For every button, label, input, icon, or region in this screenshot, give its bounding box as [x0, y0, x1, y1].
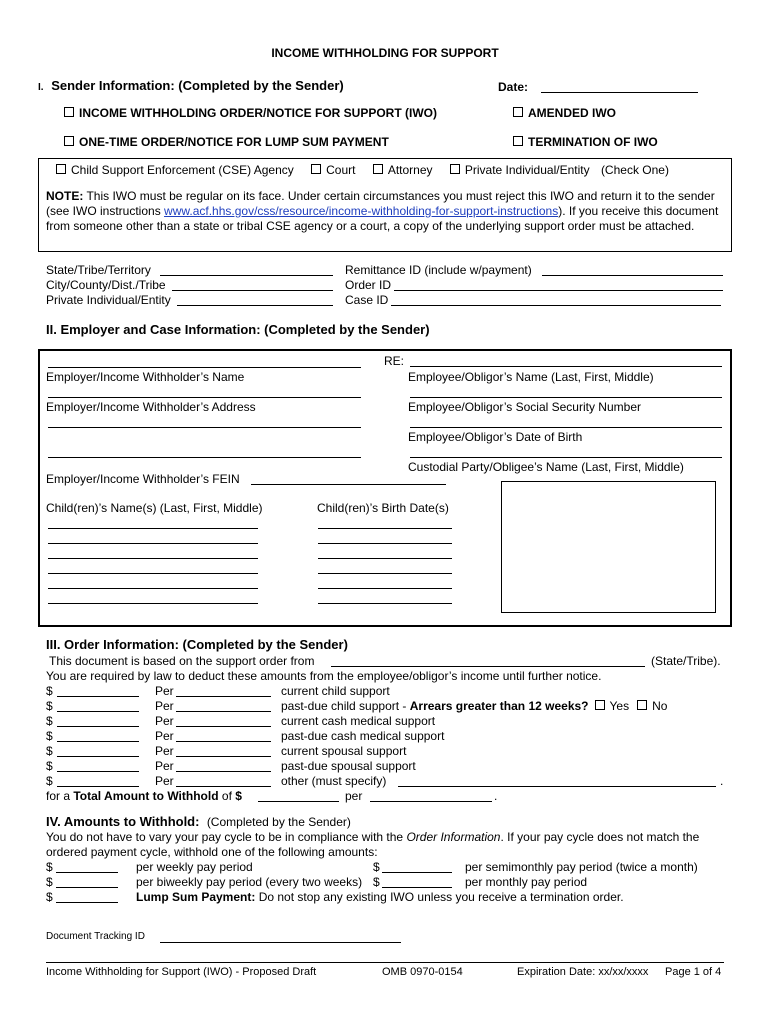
children-names-label: Child(ren)’s Name(s) (Last, First, Middle)	[46, 501, 263, 515]
section4-heading: IV. Amounts to Withhold: (Completed by the Sender)	[46, 814, 351, 829]
per-period-field[interactable]	[176, 741, 271, 742]
employer-address-line2[interactable]	[48, 427, 361, 428]
per-period-field[interactable]	[176, 756, 271, 757]
checkbox-icon[interactable]	[450, 164, 460, 174]
order-state-field[interactable]	[331, 666, 645, 667]
employer-address-label: Employer/Income Withholder’s Address	[46, 400, 256, 414]
note-paragraph: NOTE: This IWO must be regular on its face. Under certain circumstances you must reject this IWO and return it to the sender (see IWO instructions www.acf.hhs.gov/css/resource/income-withholding-for-support-instructions). If you receive this document from someone other than a state or tribal CSE agency or a court, a copy of the underlying support order must be attached.	[46, 189, 719, 233]
case-id-field[interactable]	[391, 305, 721, 306]
checkbox-icon[interactable]	[311, 164, 321, 174]
per-period-field[interactable]	[176, 726, 271, 727]
per-label: Per	[155, 759, 174, 773]
amount-field[interactable]	[57, 711, 139, 712]
obligor-name-label: Employee/Obligor’s Name (Last, First, Middle)	[408, 370, 654, 384]
per-period-field[interactable]	[176, 771, 271, 772]
child-name-field[interactable]	[48, 528, 258, 529]
instructions-link[interactable]: www.acf.hhs.gov/css/resource/income-withholding-for-support-instructions	[164, 204, 559, 218]
sender-type-attorney[interactable]: Attorney	[373, 163, 433, 177]
employer-fein-label: Employer/Income Withholder’s FEIN	[46, 472, 240, 486]
amount-field[interactable]	[57, 756, 139, 757]
sender-type-row	[56, 163, 669, 177]
county-label: City/County/Dist./Tribe	[46, 278, 166, 292]
amount-item-label: current spousal support	[281, 744, 407, 758]
date-field[interactable]	[541, 92, 698, 93]
amount-field[interactable]	[57, 771, 139, 772]
amount-dollar: $	[46, 684, 53, 698]
child-dob-field[interactable]	[318, 558, 452, 559]
obligor-dob-label: Employee/Obligor’s Date of Birth	[408, 430, 583, 444]
section3-heading: III. Order Information: (Completed by the Sender)	[46, 637, 348, 652]
amount-field[interactable]	[57, 786, 139, 787]
per-label: Per	[155, 774, 174, 788]
address-window-box	[501, 481, 716, 613]
option-iwo[interactable]: INCOME WITHHOLDING ORDER/NOTICE FOR SUPPORT (IWO)	[64, 106, 437, 120]
total-label: Total Amount to Withhold	[73, 789, 219, 803]
total-per-label: per	[345, 789, 363, 803]
check-one-hint: (Check One)	[600, 163, 669, 177]
per-period-field[interactable]	[176, 786, 271, 787]
child-dob-field[interactable]	[318, 603, 452, 604]
amount-item-label: current cash medical support	[281, 714, 436, 728]
remittance-field[interactable]	[542, 275, 723, 276]
arrears-question: Arrears greater than 12 weeks?	[409, 699, 589, 713]
employer-address-line3[interactable]	[48, 457, 361, 458]
custodial-field[interactable]	[410, 457, 722, 458]
custodial-label: Custodial Party/Obligee’s Name (Last, First, Middle)	[408, 460, 684, 474]
per-label: Per	[155, 699, 174, 713]
option-termination[interactable]: TERMINATION OF IWO	[513, 135, 658, 149]
weekly-dollar: $	[46, 860, 53, 874]
date-label: Date:	[498, 80, 529, 94]
monthly-label: per monthly pay period	[465, 875, 588, 889]
child-dob-field[interactable]	[318, 528, 452, 529]
amount-item-label: past-due cash medical support	[281, 729, 445, 743]
total-row: for a Total Amount to Withhold of $	[46, 789, 242, 803]
required-text: You are required by law to deduct these amounts from the employee/obligor’s income until further notice.	[46, 669, 602, 683]
total-amount-field[interactable]	[258, 801, 339, 802]
amount-item-label: past-due child support - Arrears greater than 12 weeks? Yes No	[281, 699, 668, 713]
child-name-field[interactable]	[48, 558, 258, 559]
child-dob-field[interactable]	[318, 573, 452, 574]
amount-item-label: current child support	[281, 684, 390, 698]
monthly-dollar: $	[373, 875, 380, 889]
footer-page: Page 1 of 4	[665, 966, 722, 978]
state-tribe-label: State/Tribe/Territory	[46, 263, 151, 277]
footer-rule	[46, 962, 724, 963]
obligor-name-field[interactable]	[410, 366, 722, 367]
private-entity-label: Private Individual/Entity	[46, 293, 171, 307]
per-period-field[interactable]	[176, 696, 271, 697]
child-name-field[interactable]	[48, 603, 258, 604]
biweekly-dollar: $	[46, 875, 53, 889]
arrears-no[interactable]: No	[637, 699, 667, 713]
period: .	[494, 789, 498, 803]
obligor-dob-field[interactable]	[410, 427, 722, 428]
amount-dollar: $	[46, 729, 53, 743]
obligor-ssn-label: Employee/Obligor’s Social Security Number	[408, 400, 641, 414]
checkbox-icon[interactable]	[373, 164, 383, 174]
checkbox-icon[interactable]	[56, 164, 66, 174]
order-id-label: Order ID	[345, 278, 392, 292]
checkbox-icon[interactable]	[513, 136, 523, 146]
section2-heading: II. Employer and Case Information: (Completed by the Sender)	[46, 322, 430, 337]
child-dob-field[interactable]	[318, 543, 452, 544]
semimonthly-amount-field[interactable]	[382, 872, 452, 873]
order-id-field[interactable]	[394, 290, 723, 291]
checkbox-icon[interactable]	[513, 107, 523, 117]
checkbox-icon[interactable]	[64, 136, 74, 146]
per-label: Per	[155, 744, 174, 758]
option-onetime[interactable]: ONE-TIME ORDER/NOTICE FOR LUMP SUM PAYMENT	[64, 135, 389, 149]
amount-field[interactable]	[57, 696, 139, 697]
sender-type-cse[interactable]: Child Support Enforcement (CSE) Agency	[56, 163, 294, 177]
section1-heading	[38, 78, 344, 93]
footer-left: Income Withholding for Support (IWO) - Proposed Draft	[46, 966, 317, 978]
amount-field[interactable]	[57, 726, 139, 727]
checkbox-icon[interactable]	[637, 700, 647, 710]
amount-dollar: $	[46, 699, 53, 713]
semimonthly-label: per semimonthly pay period (twice a month)	[465, 860, 698, 874]
child-name-field[interactable]	[48, 588, 258, 589]
monthly-amount-field[interactable]	[382, 887, 452, 888]
weekly-label: per weekly pay period	[136, 860, 253, 874]
children-dob-label: Child(ren)’s Birth Date(s)	[317, 501, 449, 515]
employer-name-label: Employer/Income Withholder’s Name	[46, 370, 245, 384]
footer-omb: OMB 0970-0154	[382, 966, 463, 978]
amount-dollar: $	[46, 774, 53, 788]
child-name-field[interactable]	[48, 573, 258, 574]
amount-dollar: $	[46, 759, 53, 773]
section4-text: You do not have to vary your pay cycle to be in compliance with the Order Information. If your pay cycle does not match the ordered payment cycle, withhold one of the following amounts:	[46, 830, 700, 859]
tracking-label: Document Tracking ID	[46, 931, 145, 942]
section-title: Sender Information: (Completed by the Sender)	[51, 78, 344, 93]
per-period-field[interactable]	[176, 711, 271, 712]
re-label: RE:	[384, 354, 405, 368]
tracking-field[interactable]	[160, 942, 401, 943]
arrears-yes[interactable]: Yes	[595, 699, 630, 713]
employer-address-field[interactable]	[48, 397, 361, 398]
state-tribe-field[interactable]	[160, 275, 333, 276]
section-numeral: I.	[38, 82, 44, 93]
employer-name-field[interactable]	[48, 367, 361, 368]
remittance-label: Remittance ID (include w/payment)	[345, 263, 532, 277]
lump-dollar: $	[46, 890, 53, 904]
sender-type-court[interactable]: Court	[311, 163, 355, 177]
amount-field[interactable]	[57, 741, 139, 742]
footer-expiration: Expiration Date: xx/xx/xxxx	[517, 966, 649, 978]
per-label: Per	[155, 714, 174, 728]
case-id-label: Case ID	[345, 293, 389, 307]
lump-sum-text: Lump Sum Payment: Do not stop any existing IWO unless you receive a termination order.	[136, 890, 624, 904]
lump-amount-field[interactable]	[56, 902, 118, 903]
amount-item-label: past-due spousal support	[281, 759, 416, 773]
weekly-amount-field[interactable]	[56, 872, 118, 873]
checkbox-icon[interactable]	[64, 107, 74, 117]
checkbox-icon[interactable]	[595, 700, 605, 710]
form-title: INCOME WITHHOLDING FOR SUPPORT	[271, 46, 499, 60]
child-dob-field[interactable]	[318, 588, 452, 589]
amount-dollar: $	[46, 744, 53, 758]
amount-item-label: other (must specify)	[281, 774, 387, 788]
based-on-label: This document is based on the support order from	[49, 654, 315, 668]
period: .	[720, 774, 724, 788]
sender-type-private[interactable]: Private Individual/Entity	[450, 163, 590, 177]
child-name-field[interactable]	[48, 543, 258, 544]
biweekly-amount-field[interactable]	[56, 887, 118, 888]
semimonthly-dollar: $	[373, 860, 380, 874]
other-specify-field[interactable]	[398, 786, 716, 787]
private-entity-field[interactable]	[177, 305, 333, 306]
option-amended[interactable]: AMENDED IWO	[513, 106, 616, 120]
state-tribe-suffix: (State/Tribe).	[651, 654, 721, 668]
county-field[interactable]	[172, 290, 333, 291]
total-per-field[interactable]	[370, 801, 492, 802]
biweekly-label: per biweekly pay period (every two weeks)	[136, 875, 363, 889]
per-label: Per	[155, 729, 174, 743]
amount-dollar: $	[46, 714, 53, 728]
employer-fein-field[interactable]	[251, 484, 446, 485]
obligor-ssn-field[interactable]	[410, 397, 722, 398]
per-label: Per	[155, 684, 174, 698]
